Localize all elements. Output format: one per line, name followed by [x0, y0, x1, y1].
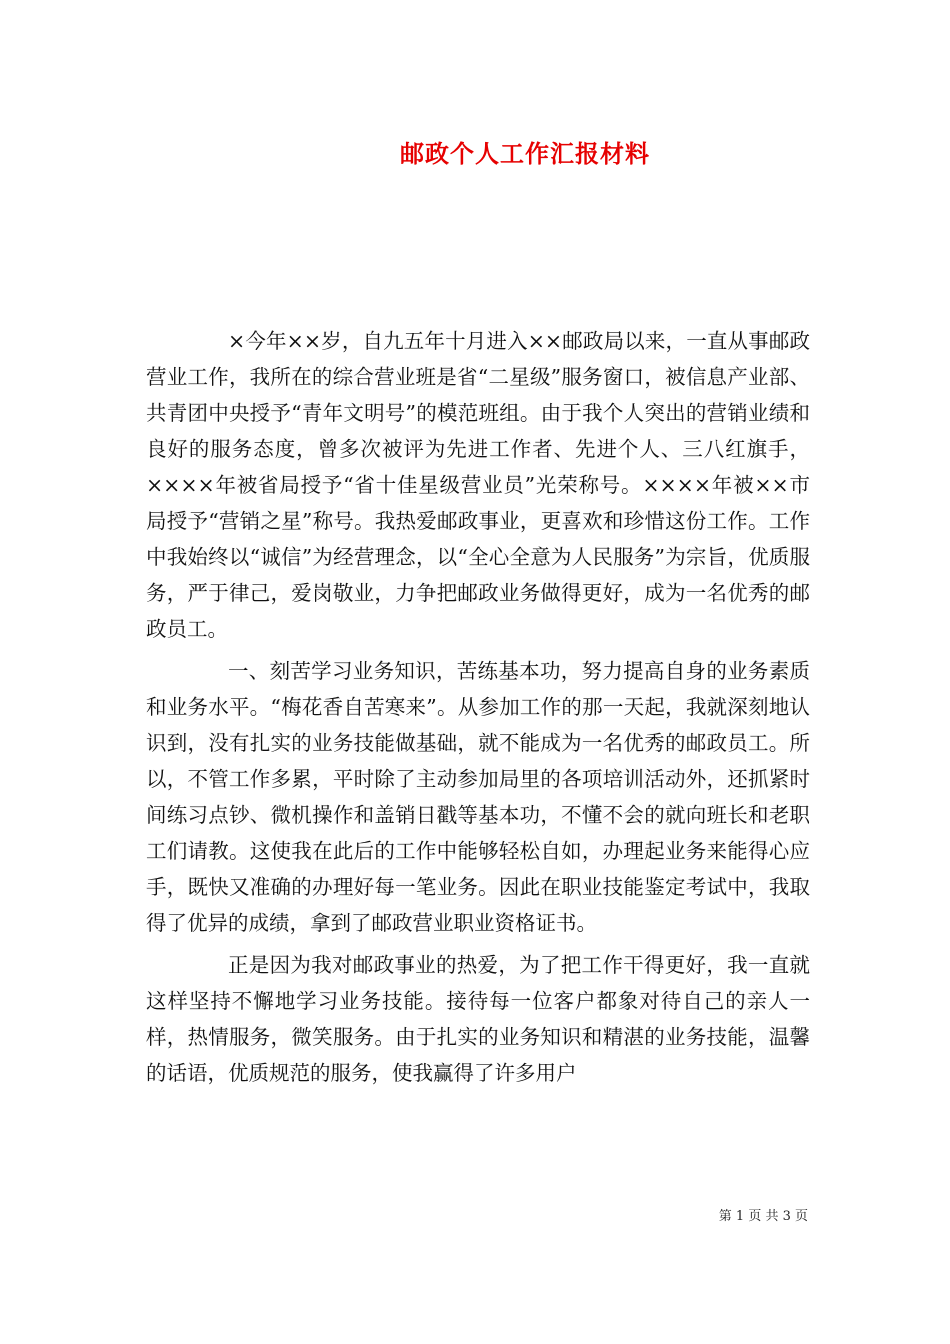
- paragraph-section-one: 一、刻苦学习业务知识，苦练基本功，努力提高自身的业务素质和业务水平。“梅花香自苦寒来”。从参加工作的那一天起，我就深刻地认识到，没有扎实的业务技能做基础，就不能成为一名优秀的邮政员工。所以，不管工作多累，平时除了主动参加局里的各项培训活动外，还抓紧时间练习点钞、微机操作和盖销日戳等基本功，不懂不会的就向班长和老职工们请教。这使我在此后的工作中能够轻松自如，办理起业务来能得心应手，既快又准确的办理好每一笔业务。因此在职业技能鉴定考试中，我取得了优异的成绩，拿到了邮政营业职业资格证书。: [146, 659, 810, 935]
- document-body: [146, 323, 810, 1091]
- page-number-footer: 第 1 页 共 3 页: [718, 1209, 808, 1224]
- document-title: 邮政个人工作汇报材料: [400, 139, 650, 168]
- paragraph-dedication: 正是因为我对邮政事业的热爱，为了把工作干得更好，我一直就这样坚持不懈地学习业务技能。接待每一位客户都象对待自己的亲人一样，热情服务，微笑服务。由于扎实的业务知识和精湛的业务技能，温馨的话语，优质规范的服务，使我赢得了许多用户: [146, 953, 810, 1085]
- paragraph-intro: ×今年××岁，自九五年十月进入××邮政局以来，一直从事邮政营业工作，我所在的综合营业班是省“二星级”服务窗口，被信息产业部、共青团中央授予“青年文明号”的模范班组。由于我个人突出的营销业绩和良好的服务态度，曾多次被评为先进工作者、先进个人、三八红旗手，××××年被省局授予“省十佳星级营业员”光荣称号。××××年被××市局授予“营销之星”称号。我热爱邮政事业，更喜欢和珍惜这份工作。工作中我始终以“诚信”为经营理念，以“全心全意为人民服务”为宗旨，优质服务，严于律己，爱岗敬业，力争把邮政业务做得更好，成为一名优秀的邮政员工。: [146, 329, 810, 641]
